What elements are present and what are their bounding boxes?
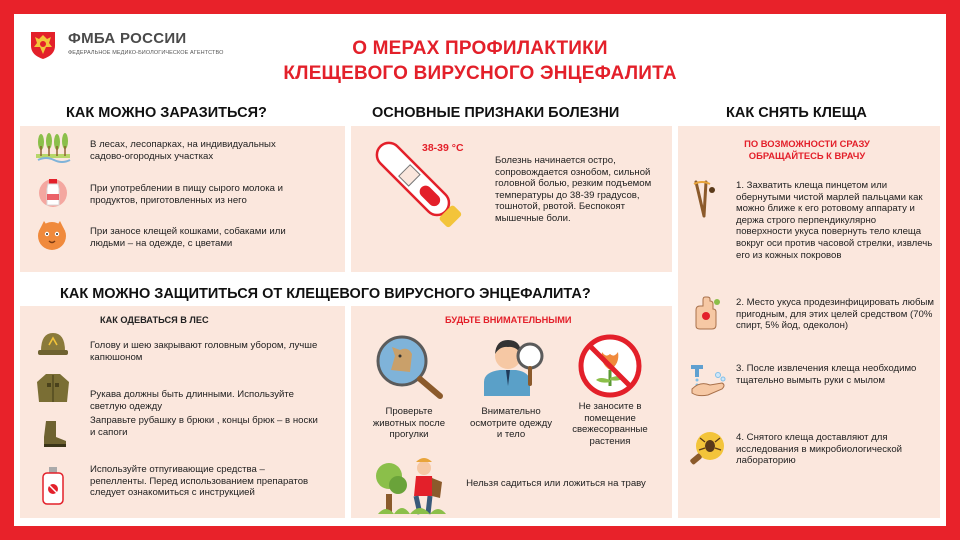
jacket-icon bbox=[36, 372, 70, 404]
title-line-1: О МЕРАХ ПРОФИЛАКТИКИ bbox=[352, 38, 608, 59]
handwash-icon bbox=[688, 363, 728, 397]
attention-heading: БУДЬТЕ ВНИМАТЕЛЬНЫМИ bbox=[445, 315, 572, 325]
symptoms-heading: ОСНОВНЫЕ ПРИЗНАКИ БОЛЕЗНИ bbox=[372, 105, 620, 121]
attention-item-3: Не заносите в помещение свежесорванные растения bbox=[572, 401, 648, 447]
milk-bottle-icon bbox=[38, 176, 68, 208]
dog-magnifier-icon bbox=[374, 334, 446, 398]
removal-step-1: 1. Захватить клеща пинцетом или обернутыми чистой марлей пальцами как можно ближе к его ротовому аппарату и держа строго перпендикулярно поверхности укуса повернуть тело клеща вокруг оси против часовой стрелки, извлечь его из кожных покровов bbox=[736, 180, 933, 261]
removal-step-2: 2. Место укуса продезинфицировать любым пригодным, для этих целей средством (70% спирт, 5% йод, одеколон) bbox=[736, 297, 934, 332]
tick-lab-icon bbox=[688, 428, 728, 468]
attention-item-2: Внимательно осмотрите одежду и тело bbox=[470, 406, 552, 441]
symptoms-text: Болезнь начинается остро, сопровождается ознобом, сильной головной болью, резким подъемом температуры до 38-39 градусов, тошнотой, рвотой. Беспокоят мышечные боли. bbox=[495, 155, 652, 224]
logo-subtitle: ФЕДЕРАЛЬНОЕ МЕДИКО-БИОЛОГИЧЕСКОЕ АГЕНТСТВО bbox=[68, 50, 224, 56]
temperature-label: 38-39 °С bbox=[422, 142, 464, 154]
infection-heading: КАК МОЖНО ЗАРАЗИТЬСЯ? bbox=[66, 105, 267, 121]
infection-item-3: При заносе клещей кошками, собаками или людьми – на одежде, с цветами bbox=[90, 226, 286, 249]
clothing-item-3: Заправьте рубашку в брюки , концы брюк – в носки и сапоги bbox=[90, 415, 318, 438]
attention-item-1: Проверьте животных после прогулки bbox=[372, 406, 446, 441]
cat-icon bbox=[36, 219, 68, 251]
protection-heading: КАК МОЖНО ЗАЩИТИТЬСЯ ОТ КЛЕЩЕВОГО ВИРУСНОГО ЭНЦЕФАЛИТА? bbox=[60, 286, 591, 302]
infection-item-2: При употреблении в пищу сырого молока и продуктов, приготовленных из него bbox=[90, 183, 283, 206]
no-flowers-icon bbox=[578, 334, 642, 398]
clothing-item-4: Используйте отпугивающие средства – репелленты. Перед использованием препаратов следует ознакомиться с инструкцией bbox=[90, 464, 309, 499]
logo-name: ФМБА РОССИИ bbox=[68, 30, 187, 47]
clothing-item-2: Рукава должны быть длинными. Используйте светлую одежду bbox=[90, 389, 294, 412]
boot-icon bbox=[38, 419, 68, 449]
poster-sheet bbox=[14, 14, 946, 526]
title-line-2: КЛЕЩЕВОГО ВИРУСНОГО ЭНЦЕФАЛИТА bbox=[283, 63, 677, 84]
camper-in-grass-icon bbox=[376, 452, 448, 516]
removal-step-3: 3. После извлечения клеща необходимо тщательно вымыть руки с мылом bbox=[736, 363, 917, 386]
disinfect-hand-icon bbox=[690, 296, 722, 330]
hat-icon bbox=[36, 329, 70, 359]
page-title bbox=[194, 36, 766, 86]
repellent-icon bbox=[40, 467, 66, 505]
tweezers-icon bbox=[690, 180, 720, 220]
doctor-note: ПО ВОЗМОЖНОСТИ СРАЗУ ОБРАЩАЙТЕСЬ К ВРАЧУ bbox=[744, 138, 870, 161]
infection-item-1: В лесах, лесопарках, на индивидуальных садово-огородных участках bbox=[90, 139, 276, 162]
removal-heading: КАК СНЯТЬ КЛЕЩА bbox=[726, 105, 867, 121]
clothing-heading: КАК ОДЕВАТЬСЯ В ЛЕС bbox=[100, 315, 209, 325]
person-magnifier-icon bbox=[476, 334, 546, 398]
forest-icon bbox=[36, 132, 70, 162]
attention-item-4: Нельзя садиться или ложиться на траву bbox=[466, 478, 646, 489]
removal-step-4: 4. Снятого клеща доставляют для исследования в микробиологической лабораторию bbox=[736, 432, 903, 467]
emblem-icon bbox=[28, 28, 58, 60]
clothing-item-1: Голову и шею закрывают головным убором, лучше капюшоном bbox=[90, 340, 318, 363]
